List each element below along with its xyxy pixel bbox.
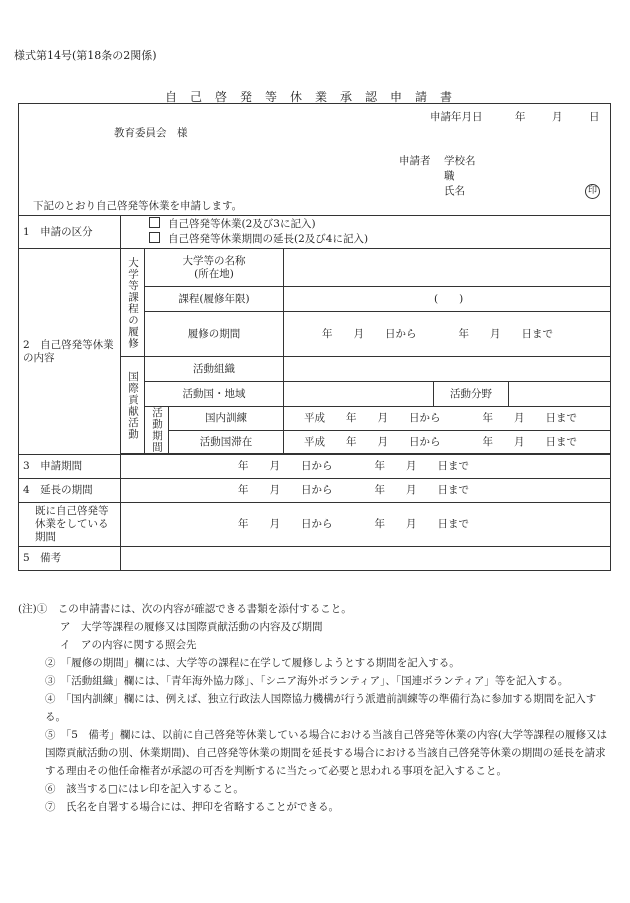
option-extension: 自己啓発等休業期間の延長(2及び4に記入)	[168, 233, 369, 245]
note-1a: ア 大学等課程の履修又は国際貢献活動の内容及び期間	[60, 621, 323, 633]
note-2: ② 「履修の期間」欄には、大学等の課程に在学して履修しようとする期間を記入する。	[45, 657, 460, 669]
course-field[interactable]: ( )	[284, 287, 611, 312]
applicant-label: 申請者	[399, 155, 431, 167]
section2-label: 2 自己啓発等休業の内容	[19, 249, 121, 455]
note-7: ⑦ 氏名を自署する場合には、押印を省略することができる。	[45, 801, 339, 813]
section3-field[interactable]: 年 月 日から 年 月 日まで	[121, 455, 611, 479]
section4-field[interactable]: 年 月 日から 年 月 日まで	[121, 479, 611, 503]
note-1: (注)① この申請書には、次の内容が確認できる書類を添付すること。	[18, 603, 352, 615]
domestic-training-field[interactable]: 平成 年 月 日から 年 月 日まで	[284, 407, 611, 431]
stay-abroad-field[interactable]: 平成 年 月 日から 年 月 日まで	[284, 430, 611, 454]
date-day: 日	[589, 111, 600, 123]
note-1b: イ アの内容に関する照会先	[60, 639, 197, 651]
univ-name-label: 大学等の名称	[182, 255, 246, 268]
note-6: ⑥ 該当する□にはレ印を記入すること。	[45, 783, 244, 795]
note-5: ⑤ 「5 備考」欄には、以前に自己啓発等休業している場合における当該自己啓発等休業の内容(大学等課程の履修又は国際貢献活動の別、休業期間)、自己啓発等休業の期間を延長する場合における当該自己啓発等休業の期間の延長を請求する理由その他任命権者が承認の可否を判断するに当たって必要と思われる事項を記入すること。	[45, 729, 608, 777]
activity-period-group: 活動期間	[151, 407, 163, 453]
course-label: 課程(履修年限)	[145, 287, 284, 312]
checkbox-extension[interactable]	[149, 232, 160, 243]
univ-name-field[interactable]	[284, 249, 611, 287]
addressee: 教育委員会 様	[114, 127, 188, 139]
date-month: 月	[552, 111, 563, 123]
already-leave-field[interactable]: 年 月 日から 年 月 日まで	[121, 503, 611, 547]
intl-activity-group: 国際貢献活動	[127, 370, 139, 440]
form-number: 様式第14号(第18条の2関係)	[14, 49, 157, 62]
activity-country-label: 活動国・地域	[145, 382, 284, 407]
already-leave-label: 既に自己啓発等休業をしている期間	[19, 503, 121, 547]
option-leave: 自己啓発等休業(2及び3に記入)	[168, 218, 316, 230]
date-year: 年	[515, 111, 526, 123]
notes-block	[18, 600, 615, 816]
header-block	[19, 104, 611, 216]
section4-label: 4 延長の期間	[19, 479, 121, 503]
section1-label: 1 申請の区分	[19, 216, 121, 249]
school-label: 学校名	[444, 155, 476, 167]
activity-country-field[interactable]	[284, 382, 434, 407]
study-period-label: 履修の期間	[145, 312, 284, 357]
note-4: ④ 「国内訓練」欄には、例えば、独立行政法人国際協力機構が行う派遣前訓練等の準備行為に参加する期間を記入する。	[45, 693, 597, 723]
application-form-table	[18, 103, 611, 571]
activity-field-label: 活動分野	[434, 382, 509, 407]
section1-options	[121, 216, 611, 249]
activity-org-field[interactable]	[284, 357, 611, 382]
form-title: 自己啓発等休業承認申請書	[164, 90, 465, 104]
seal-mark: 印	[585, 184, 600, 199]
section3-label: 3 申請期間	[19, 455, 121, 479]
section5-label: 5 備考	[19, 547, 121, 571]
position-label: 職	[444, 170, 455, 182]
univ-location-label: (所在地)	[194, 267, 234, 280]
name-label: 氏名	[444, 185, 465, 197]
remarks-field[interactable]	[121, 547, 611, 571]
stay-abroad-label: 活動国滞在	[169, 430, 284, 454]
activity-org-label: 活動組織	[145, 357, 284, 382]
univ-course-group: 大学等課程の履修	[127, 256, 139, 349]
note-3: ③ 「活動組織」欄には、「青年海外協力隊」、「シニア海外ボランティア」、「国連ボランティア」等を記入する。	[45, 675, 569, 687]
study-period-field[interactable]: 年 月 日から 年 月 日まで	[284, 312, 611, 357]
date-label: 申請年月日	[430, 111, 483, 123]
checkbox-leave[interactable]	[149, 217, 160, 228]
intro-text: 下記のとおり自己啓発等休業を申請します。	[33, 200, 243, 212]
domestic-training-label: 国内訓練	[169, 407, 284, 431]
activity-field-field[interactable]	[509, 382, 611, 407]
